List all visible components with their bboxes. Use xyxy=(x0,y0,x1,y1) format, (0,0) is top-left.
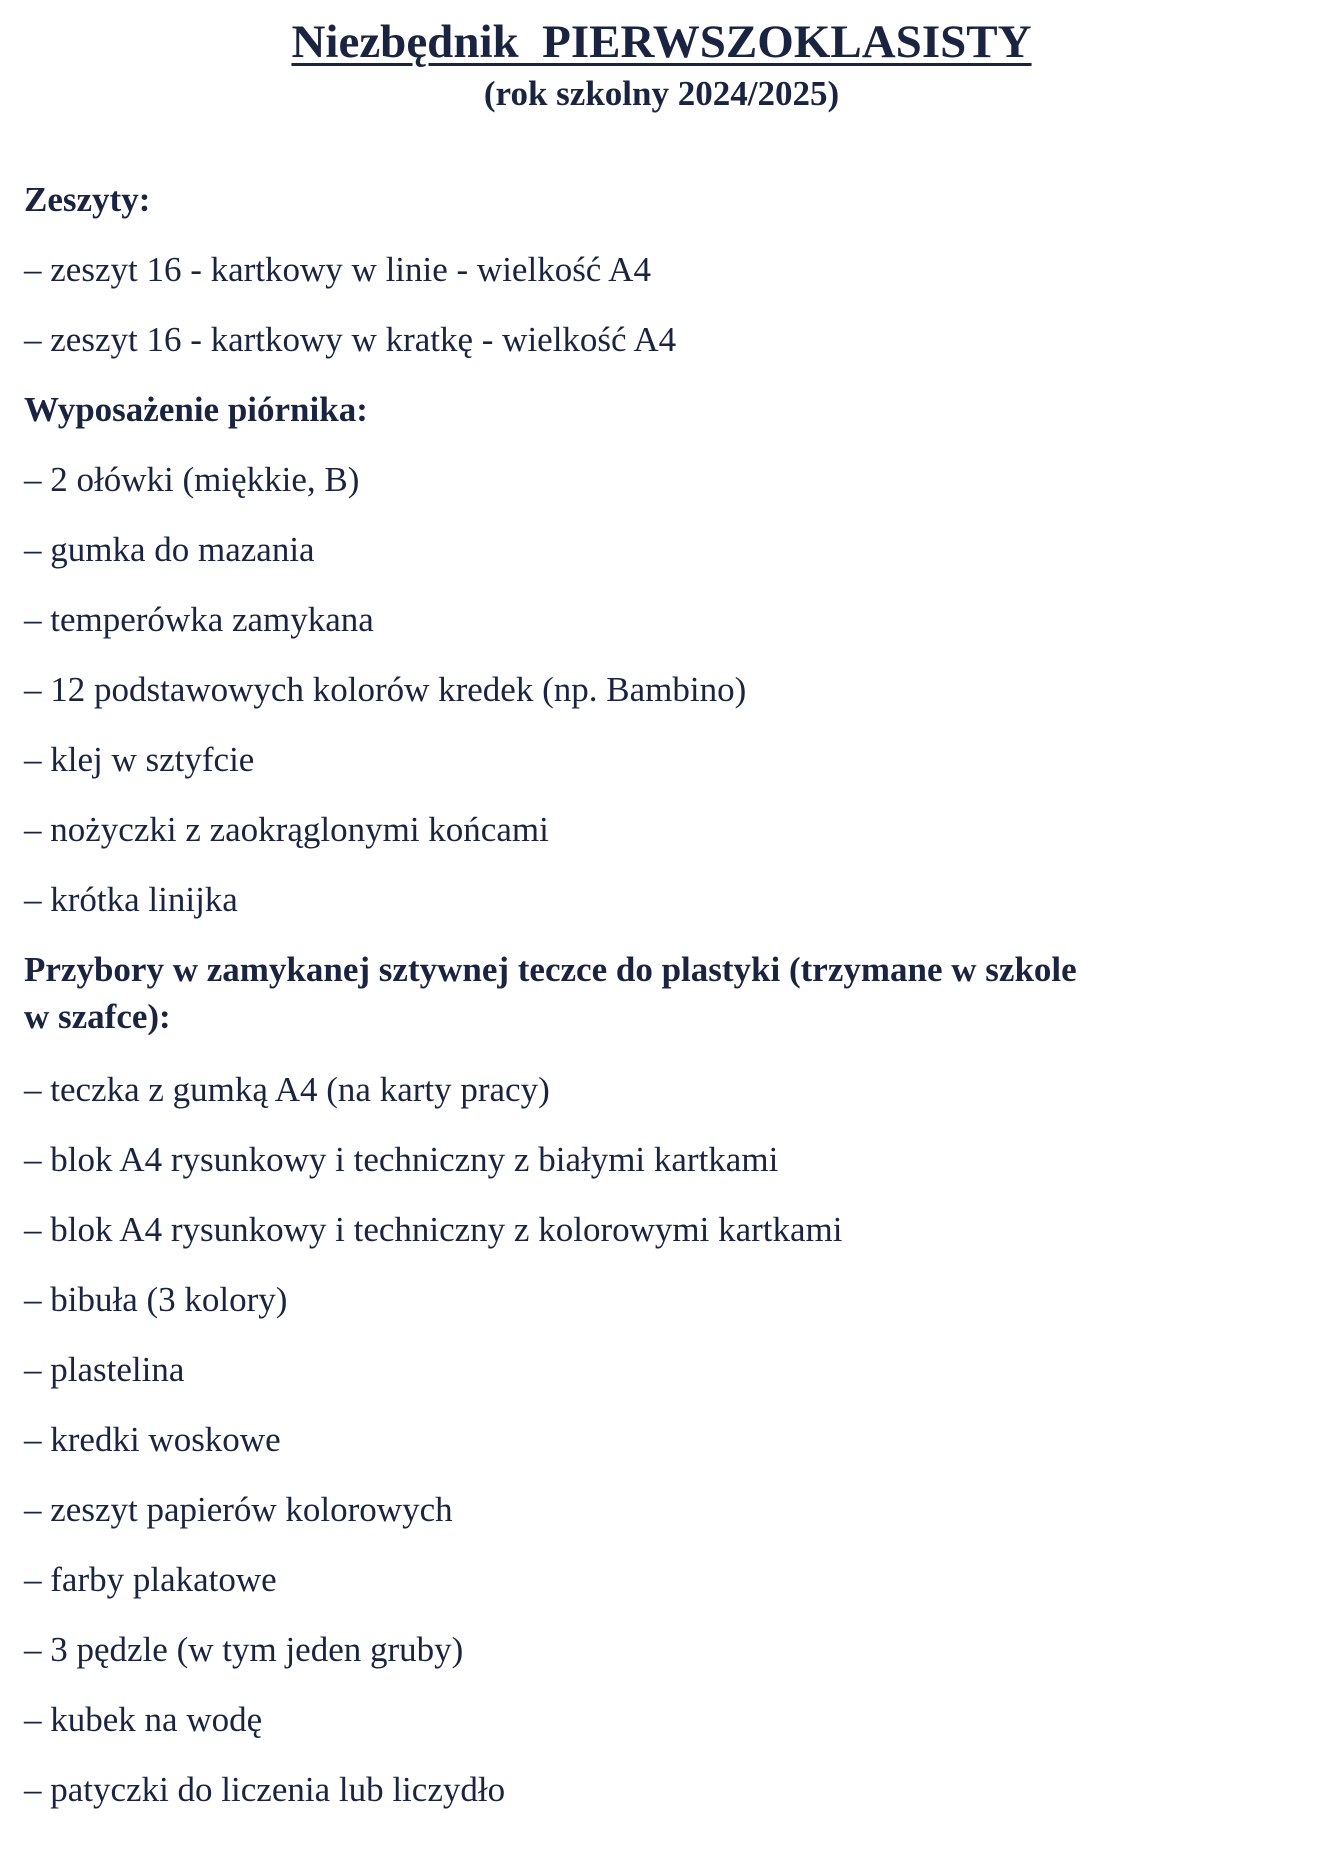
list-item: – zeszyt 16 - kartkowy w linie - wielkość A4 xyxy=(24,250,651,289)
section-heading-plastyka-line2: w szafce): xyxy=(24,997,171,1036)
document-title xyxy=(0,14,1323,70)
list-item: – plastelina xyxy=(24,1350,185,1389)
section-heading-piornik: Wyposażenie piórnika: xyxy=(24,390,368,429)
list-item: – teczka z gumką A4 (na karty pracy) xyxy=(24,1070,550,1109)
list-item: – gumka do mazania xyxy=(24,530,315,569)
document-title-text: Niezbędnik PIERWSZOKLASISTY xyxy=(291,16,1032,68)
list-item: – 2 ołówki (miękkie, B) xyxy=(24,460,360,499)
list-item: – kredki woskowe xyxy=(24,1420,281,1459)
section-heading-zeszyty: Zeszyty: xyxy=(24,180,151,219)
list-item: – bibuła (3 kolory) xyxy=(24,1280,288,1319)
list-item: – klej w sztyfcie xyxy=(24,740,255,779)
list-item: – kubek na wodę xyxy=(24,1700,263,1739)
list-item: – krótka linijka xyxy=(24,880,238,919)
list-item: – blok A4 rysunkowy i techniczny z kolorowymi kartkami xyxy=(24,1210,843,1249)
list-item: – 3 pędzle (w tym jeden gruby) xyxy=(24,1630,464,1669)
list-item: – nożyczki z zaokrąglonymi końcami xyxy=(24,810,549,849)
list-item: – blok A4 rysunkowy i techniczny z białymi kartkami xyxy=(24,1140,779,1179)
list-item: – farby plakatowe xyxy=(24,1560,277,1599)
list-item: – patyczki do liczenia lub liczydło xyxy=(24,1770,506,1809)
list-item: – zeszyt papierów kolorowych xyxy=(24,1490,453,1529)
list-item: – zeszyt 16 - kartkowy w kratkę - wielkość A4 xyxy=(24,320,677,359)
section-heading-plastyka-line1: Przybory w zamykanej sztywnej teczce do plastyki (trzymane w szkole xyxy=(24,950,1077,989)
list-item: – 12 podstawowych kolorów kredek (np. Bambino) xyxy=(24,670,747,709)
document-subtitle: (rok szkolny 2024/2025) xyxy=(483,74,840,113)
list-item: – temperówka zamykana xyxy=(24,600,374,639)
